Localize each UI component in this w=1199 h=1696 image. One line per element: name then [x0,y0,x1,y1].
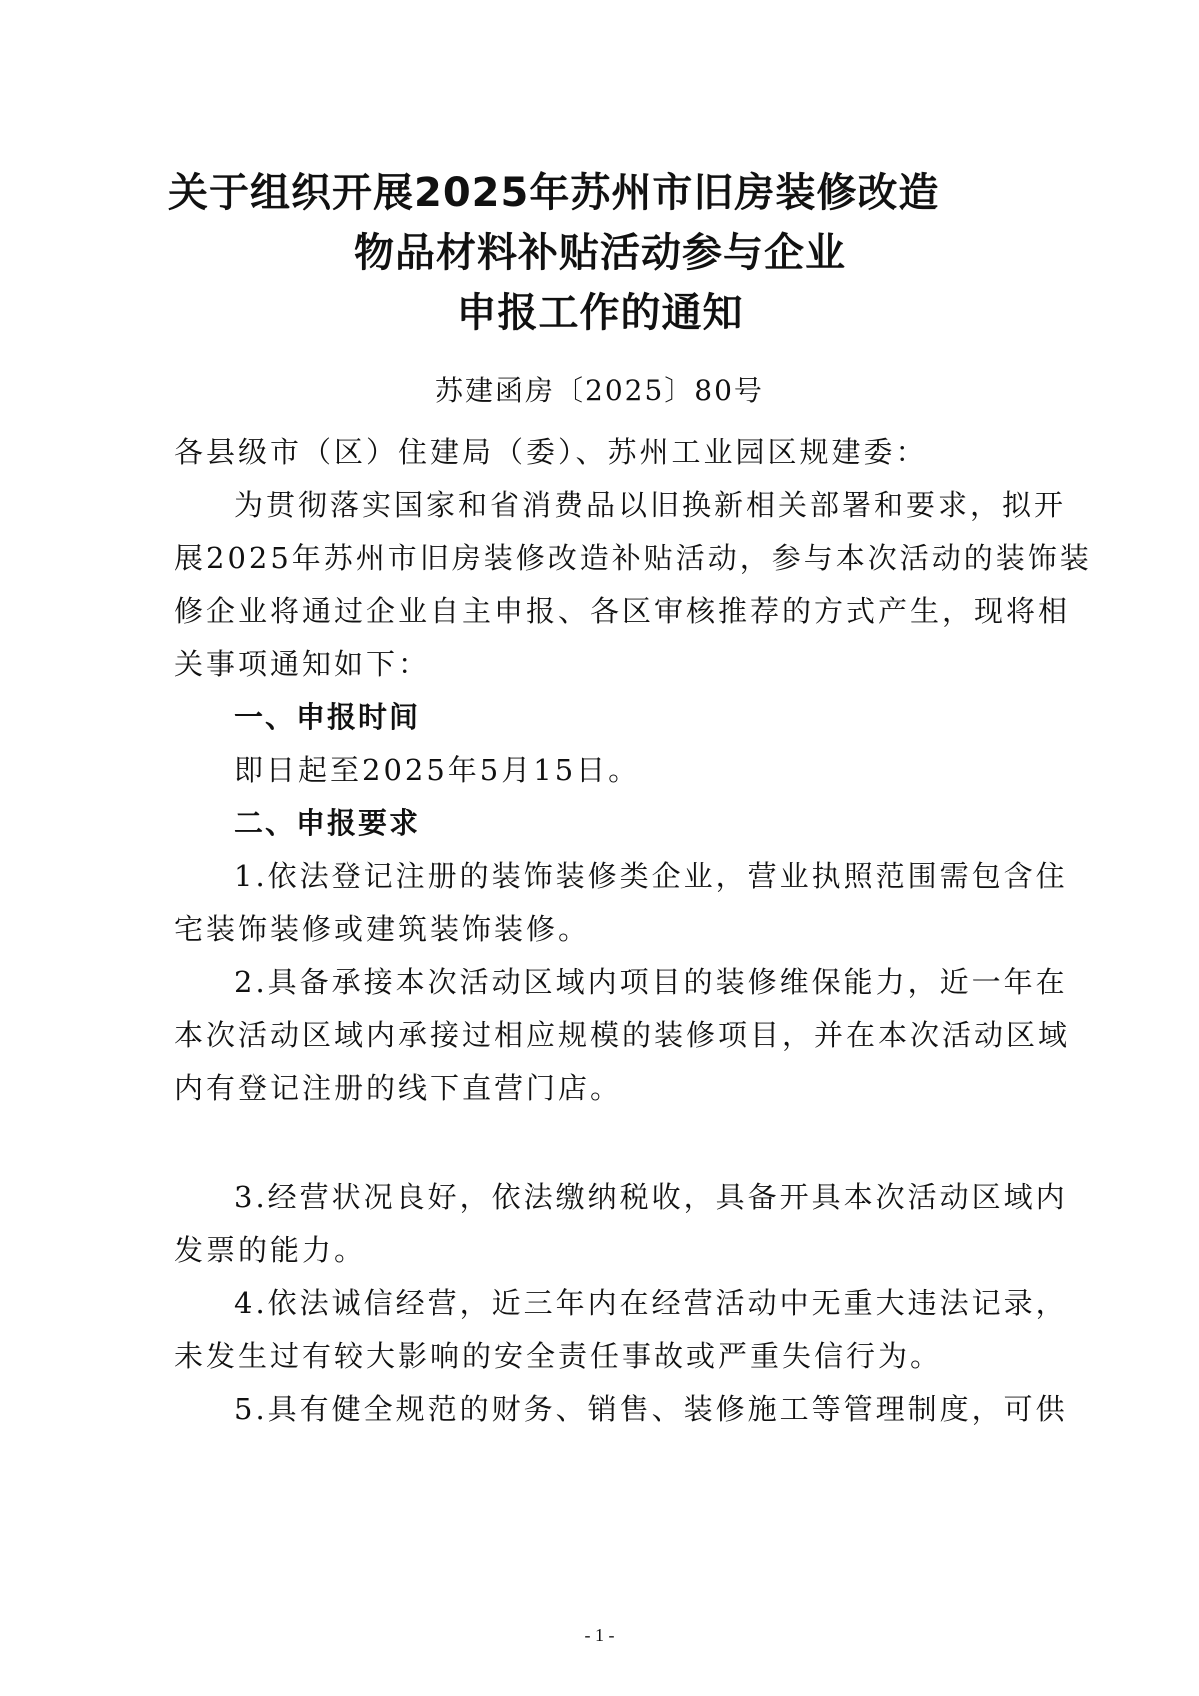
requirement-2-line-1: 2.具备承接本次活动区域内项目的装修维保能力，近一年在 [234,965,1068,999]
intro-line-4: 关事项通知如下： [174,647,431,681]
requirement-1-line-1: 1.依法登记注册的装饰装修类企业，营业执照范围需包含住 [234,859,1068,893]
document-number: 苏建函房〔2025〕80号 [435,374,764,407]
requirement-2-line-2: 本次活动区域内承接过相应规模的装修项目，并在本次活动区域 [174,1018,1071,1052]
requirement-1-line-2: 宅装饰装修或建筑装饰装修。 [174,912,591,946]
document-title-line-1: 关于组织开展2025年苏州市旧房装修改造 [168,170,940,216]
requirement-4-line-1: 4.依法诚信经营，近三年内在经营活动中无重大违法记录， [234,1286,1068,1320]
document-title-line-2: 物品材料补贴活动参与企业 [354,230,846,276]
section-2-heading: 二、申报要求 [234,806,421,840]
intro-line-2: 展2025年苏州市旧房装修改造补贴活动，参与本次活动的装饰装 [174,541,1092,575]
document-title-line-3: 申报工作的通知 [456,290,744,336]
section-1-heading: 一、申报时间 [234,700,421,734]
addressee: 各县级市（区）住建局（委）、苏州工业园区规建委： [174,435,928,469]
requirement-3-line-1: 3.经营状况良好，依法缴纳税收，具备开具本次活动区域内 [234,1180,1068,1214]
requirement-2-line-3: 内有登记注册的线下直营门店。 [174,1071,623,1105]
requirement-3-line-2: 发票的能力。 [174,1233,367,1267]
requirement-5-line-1: 5.具有健全规范的财务、销售、装修施工等管理制度，可供 [234,1392,1068,1426]
page-number: - 1 - [584,1625,615,1645]
intro-line-3: 修企业将通过企业自主申报、各区审核推荐的方式产生，现将相 [174,594,1071,628]
intro-line-1: 为贯彻落实国家和省消费品以旧换新相关部署和要求，拟开 [234,488,1067,522]
requirement-4-line-2: 未发生过有较大影响的安全责任事故或严重失信行为。 [174,1339,943,1373]
section-1-text: 即日起至2025年5月15日。 [234,753,641,787]
